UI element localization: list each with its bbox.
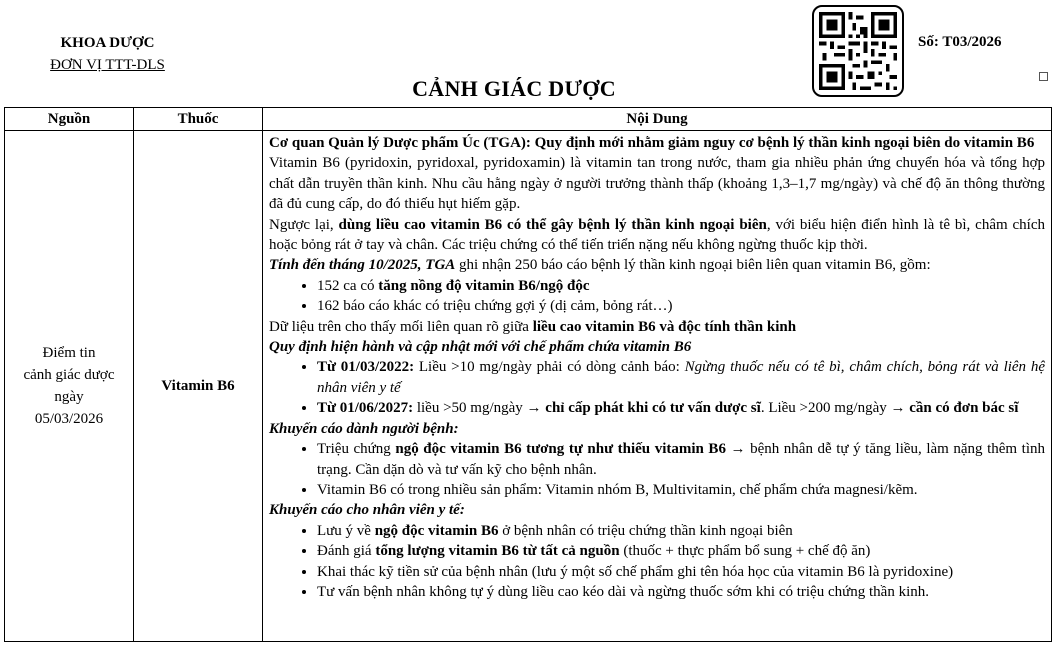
unit-name: ĐƠN VỊ TTT-DLS	[50, 57, 165, 73]
table-row	[5, 131, 1052, 642]
table-header-row	[5, 108, 1052, 131]
pharmacovigilance-table	[4, 107, 1052, 642]
column-header-content: Nội Dung	[263, 108, 1052, 131]
source-line: ngày	[54, 389, 84, 405]
headline: Cơ quan Quản lý Dược phẩm Úc (TGA): Quy định mới nhằm giảm nguy cơ bệnh lý thần kinh ngoại biên do vitamin B6	[269, 135, 1035, 151]
page-title: CẢNH GIÁC DƯỢC	[412, 76, 616, 101]
list-item: • Lưu ý về ngộ độc vitamin B6 ở bệnh nhân có triệu chứng thần kinh ngoại biên	[317, 521, 1045, 541]
list-item: • Từ 01/03/2022: Liều >10 mg/ngày phải có dòng cảnh báo: Ngừng thuốc nếu có tê bì, châm chích, bỏng rát và liên hệ nhân viên y tế	[317, 357, 1045, 398]
source-line: Điểm tin	[42, 345, 96, 361]
source-line: cảnh giác dược	[23, 367, 115, 383]
report-list	[269, 276, 1045, 317]
risk-paragraph: Ngược lại, dùng liều cao vitamin B6 có thể gây bệnh lý thần kinh ngoại biên, với biểu hiện điển hình là tê bì, châm chích hoặc bỏng rát ở tay và chân. Các triệu chứng có thể tiến triển nặng nếu không ngừng thuốc kịp thời.	[269, 216, 1046, 254]
section-heading-regulation: Quy định hiện hành và cập nhật mới với chế phẩm chứa vitamin B6	[269, 339, 692, 356]
patient-advice-list	[269, 439, 1045, 500]
list-item: • 152 ca có tăng nồng độ vitamin B6/ngộ độc	[317, 276, 1045, 296]
conclusion-paragraph: Dữ liệu trên cho thấy mối liên quan rõ giữa liều cao vitamin B6 và độc tính thần kinh	[269, 318, 797, 335]
list-item: • Từ 01/06/2027: liều >50 mg/ngày → chỉ cấp phát khi có tư vấn dược sĩ. Liều >200 mg/ngày → cần có đơn bác sĩ	[317, 398, 1045, 418]
intro-paragraph: Vitamin B6 (pyridoxin, pyridoxal, pyridoxamin) là vitamin tan trong nước, tham gia nhiều phản ứng chuyển hóa và tổng hợp chất dẫn truyền thần kinh. Nhu cầu hằng ngày ở người trưởng thành thấp (khoảng 1,3–1,7 mg/ngày) và chế độ ăn thông thường đã đủ cung cấp, do đó thiếu hụt hiếm gặp.	[269, 155, 1045, 213]
list-item: • Triệu chứng ngộ độc vitamin B6 tương tự như thiếu vitamin B6 → bệnh nhân dễ tự ý tăng liều, làm nặng thêm tình trạng. Cần dặn dò và tư vấn kỹ cho bệnh nhân.	[317, 439, 1045, 480]
column-header-source: Nguồn	[5, 108, 134, 131]
drug-cell: Vitamin B6	[134, 131, 263, 642]
source-date: 05/03/2026	[34, 411, 104, 427]
content-cell	[263, 131, 1052, 642]
report-paragraph: Tính đến tháng 10/2025, TGA ghi nhận 250 báo cáo bệnh lý thần kinh ngoại biên liên quan vitamin B6, gồm:	[269, 257, 931, 274]
list-item: • Vitamin B6 có trong nhiều sản phẩm: Vitamin nhóm B, Multivitamin, chế phẩm chứa magnesi/kẽm.	[317, 480, 1045, 500]
section-heading-staff: Khuyến cáo cho nhân viên y tế:	[269, 502, 465, 519]
column-header-drug: Thuốc	[134, 108, 263, 131]
department-name: KHOA DƯỢC	[60, 35, 155, 51]
list-item: • Khai thác kỹ tiền sử của bệnh nhân (lưu ý một số chế phẩm ghi tên hóa học của vitamin B6 là pyridoxine)	[317, 562, 1045, 582]
list-item: • 162 báo cáo khác có triệu chứng gợi ý (dị cảm, bỏng rát…)	[317, 296, 1045, 316]
source-cell	[5, 131, 134, 642]
list-item: • Tư vấn bệnh nhân không tự ý dùng liều cao kéo dài và ngừng thuốc sớm khi có triệu chứng thần kinh.	[317, 582, 1045, 602]
small-square-marker	[1039, 72, 1048, 81]
regulation-list	[269, 357, 1045, 418]
staff-advice-list	[269, 521, 1045, 603]
document-number: Số: T03/2026	[918, 34, 1002, 50]
section-heading-patients: Khuyến cáo dành người bệnh:	[269, 420, 459, 437]
list-item: • Đánh giá tổng lượng vitamin B6 từ tất cả nguồn (thuốc + thực phẩm bổ sung + chế độ ăn)	[317, 541, 1045, 561]
